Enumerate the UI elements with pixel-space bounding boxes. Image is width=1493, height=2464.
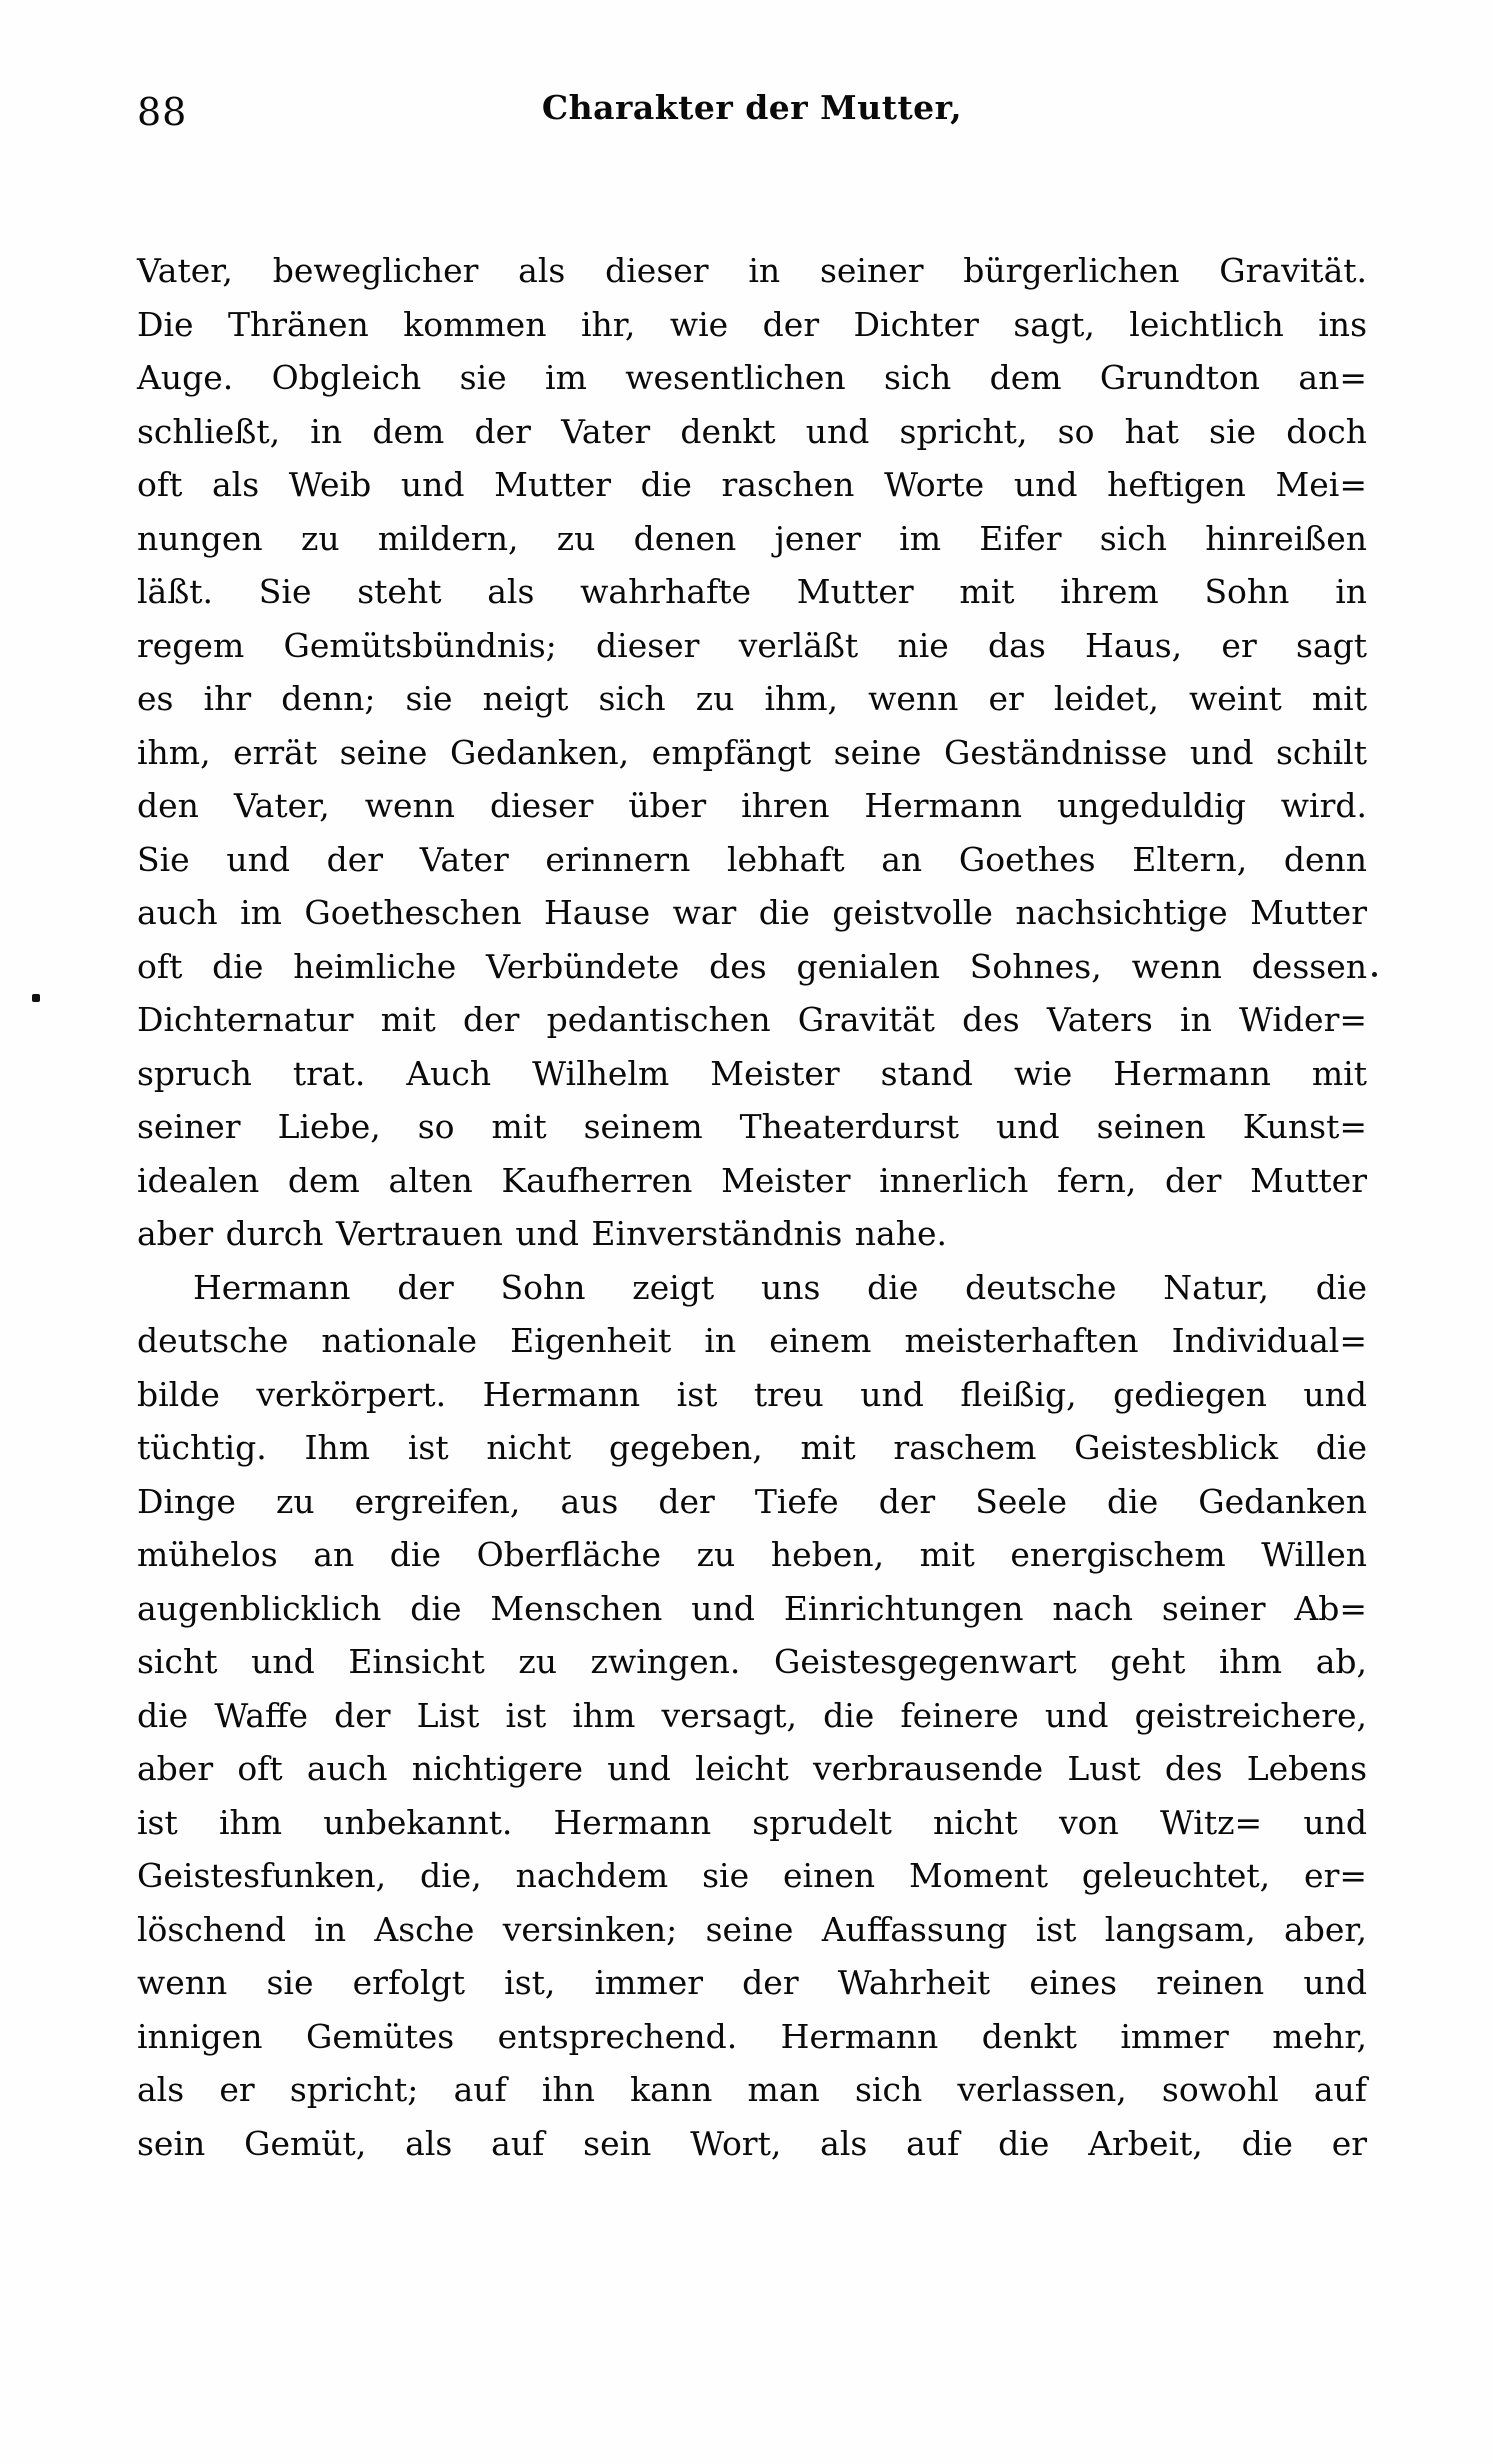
ink-speck — [1372, 972, 1377, 977]
text-line: sein Gemüt, als auf sein Wort, als auf die Arbeit, die er — [137, 2123, 1367, 2163]
text-line: tüchtig. Ihm ist nicht gegeben, mit raschem Geistesblick die — [137, 1428, 1367, 1467]
text-line: als er spricht; auf ihn kann man sich verlassen, sowohl auf — [137, 2070, 1367, 2109]
ink-speck — [32, 994, 40, 1002]
page-header — [137, 88, 1367, 136]
text-line: ihm, errät seine Gedanken, empfängt seine Geständnisse und schilt — [137, 732, 1367, 772]
text-line: wenn sie erfolgt ist, immer der Wahrheit eines reinen und — [137, 1963, 1367, 2002]
text-line: spruch trat. Auch Wilhelm Meister stand wie Hermann mit — [137, 1053, 1367, 1093]
text-line: ist ihm unbekannt. Hermann sprudelt nicht von Witz= und — [137, 1802, 1367, 1842]
text-line: löschend in Asche versinken; seine Auffassung ist langsam, aber, — [137, 1909, 1367, 1949]
text-line: Auge. Obgleich sie im wesentlichen sich dem Grundton an= — [137, 358, 1367, 397]
text-line: es ihr denn; sie neigt sich zu ihm, wenn er leidet, weint mit — [137, 679, 1367, 718]
page-number: 88 — [137, 90, 188, 134]
text-line: auch im Goetheschen Hause war die geistvolle nachsichtige Mutter — [137, 893, 1367, 932]
text-line: oft als Weib und Mutter die raschen Worte und heftigen Mei= — [137, 465, 1367, 504]
text-line: Vater, beweglicher als dieser in seiner bürgerlichen Gravität. — [137, 251, 1367, 290]
text-line: bilde verkörpert. Hermann ist treu und fleißig, gediegen und — [137, 1374, 1367, 1414]
text-line: den Vater, wenn dieser über ihren Hermann ungeduldig wird. — [137, 786, 1367, 825]
page-body — [137, 244, 1367, 2170]
text-line: regem Gemütsbündnis; dieser verläßt nie das Haus, er sagt — [137, 625, 1367, 665]
text-line: sicht und Einsicht zu zwingen. Geistesgegenwart geht ihm ab, — [137, 1642, 1367, 1681]
book-page — [137, 88, 1367, 2170]
text-line: mühelos an die Oberfläche zu heben, mit energischem Willen — [137, 1535, 1367, 1574]
text-line: Sie und der Vater erinnern lebhaft an Goethes Eltern, denn — [137, 839, 1367, 879]
text-line: Dichternatur mit der pedantischen Gravität des Vaters in Wider= — [137, 1000, 1367, 1039]
text-line: innigen Gemütes entsprechend. Hermann denkt immer mehr, — [137, 2016, 1367, 2056]
text-line: Geistesfunken, die, nachdem sie einen Moment geleuchtet, er= — [137, 1856, 1367, 1895]
text-line: Hermann der Sohn zeigt uns die deutsche Natur, die — [193, 1267, 1367, 1307]
text-line: aber oft auch nichtigere und leicht verbrausende Lust des Lebens — [137, 1749, 1367, 1788]
text-line: Die Thränen kommen ihr, wie der Dichter sagt, leichtlich ins — [137, 304, 1367, 344]
text-line: Dinge zu ergreifen, aus der Tiefe der Seele die Gedanken — [137, 1481, 1367, 1521]
text-line: läßt. Sie steht als wahrhafte Mutter mit ihrem Sohn in — [137, 572, 1367, 611]
text-line: schließt, in dem der Vater denkt und spricht, so hat sie doch — [137, 411, 1367, 451]
text-line: deutsche nationale Eigenheit in einem meisterhaften Individual= — [137, 1321, 1367, 1360]
running-header: Charakter der Mutter, — [541, 88, 963, 127]
text-line: die Waffe der List ist ihm versagt, die feinere und geistreichere, — [137, 1695, 1367, 1735]
text-line: seiner Liebe, so mit seinem Theaterdurst und seinen Kunst= — [137, 1107, 1367, 1146]
text-line: nungen zu mildern, zu denen jener im Eifer sich hinreißen — [137, 518, 1367, 558]
text-line: oft die heimliche Verbündete des genialen Sohnes, wenn dessen — [137, 946, 1367, 986]
text-line: augenblicklich die Menschen und Einrichtungen nach seiner Ab= — [137, 1588, 1367, 1628]
text-line: idealen dem alten Kaufherren Meister innerlich fern, der Mutter — [137, 1160, 1367, 1200]
text-line: aber durch Vertrauen und Einverständnis nahe. — [137, 1214, 947, 1253]
